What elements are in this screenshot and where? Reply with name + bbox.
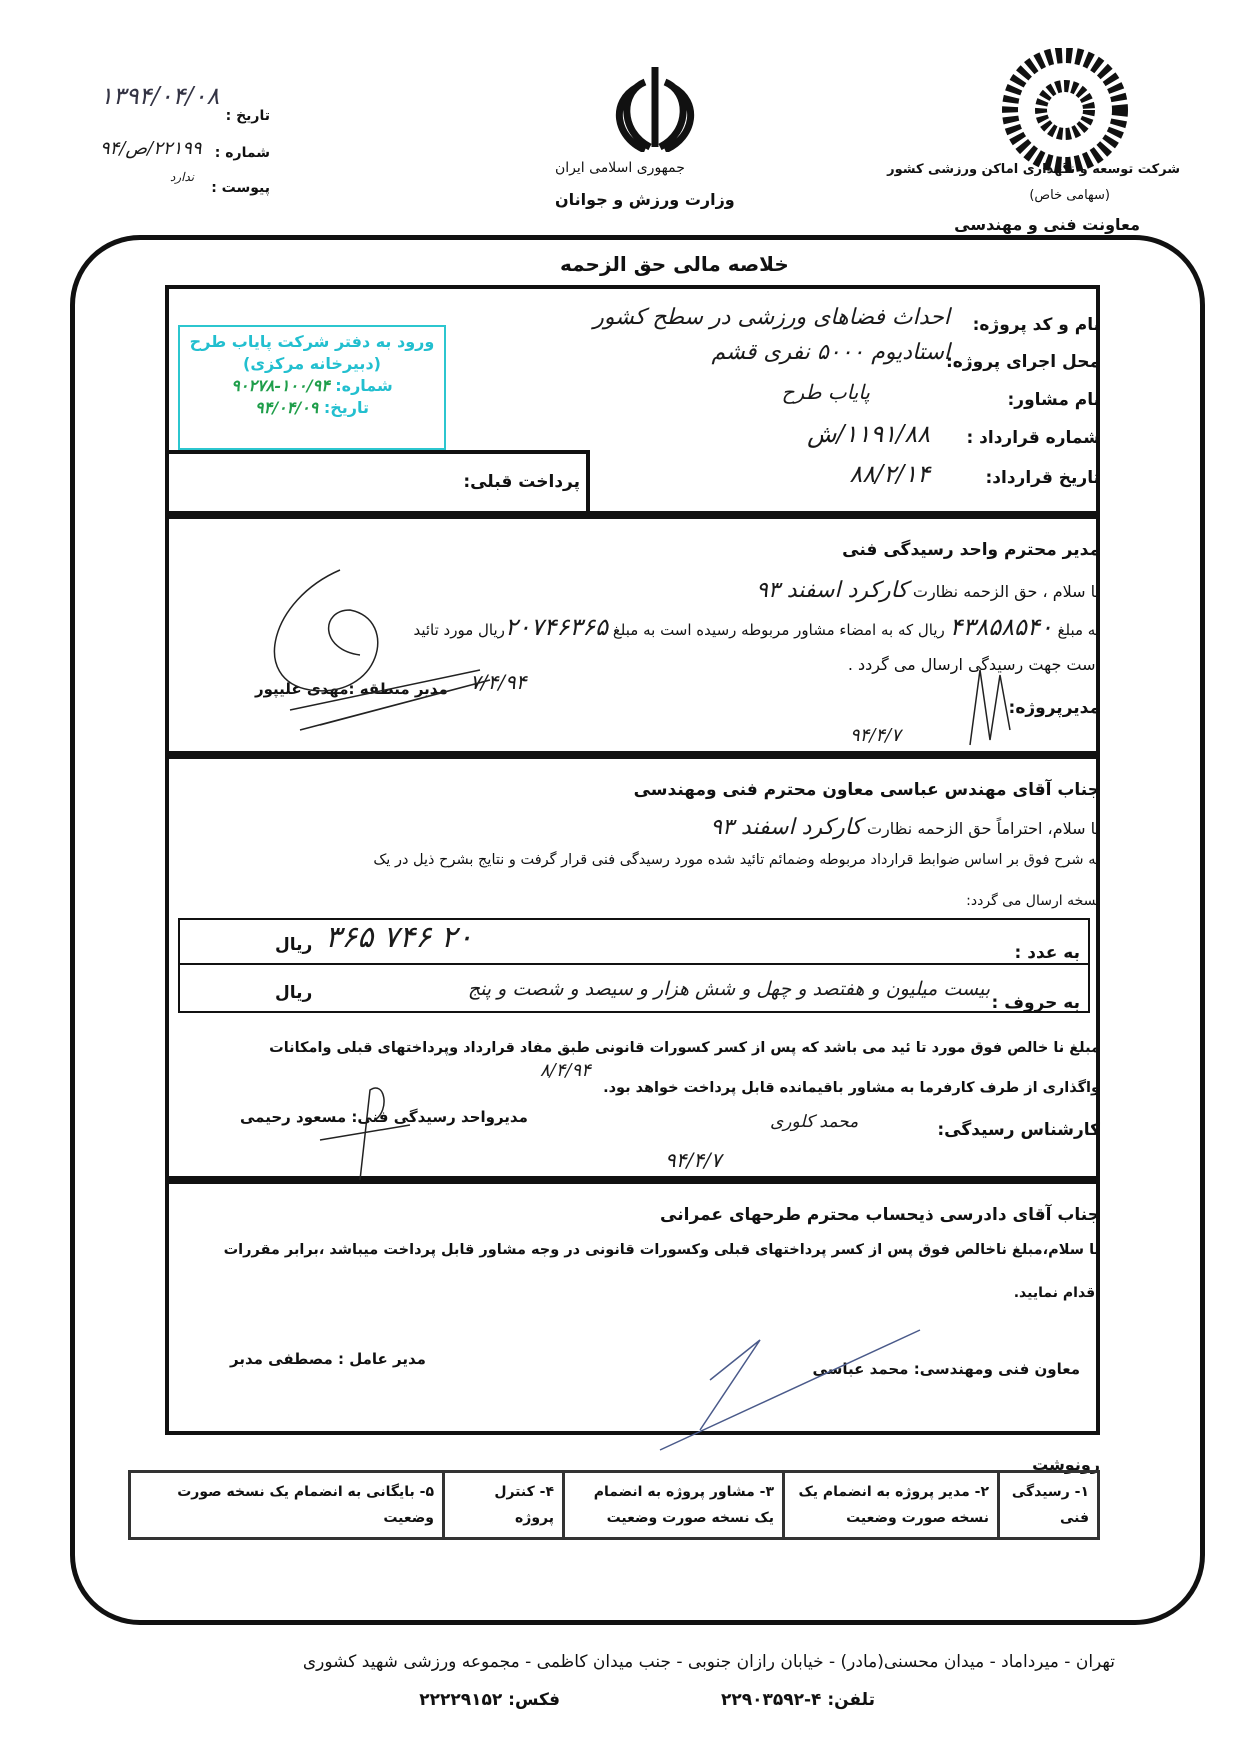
stamp-line1: ورود به دفتر شرکت پایاب طرح [189, 332, 435, 351]
company-logo [1000, 48, 1130, 173]
section3-line1: با سلام،مبلغ ناخالص فوق پس از کسر پرداختهای قبلی وکسورات قانونی در وجه مشاور قابل پرداخت میباشد ،برابر مقررات [223, 1242, 1100, 1258]
section1-line2c: ریال مورد تائید [413, 621, 505, 639]
number-value: ۲۲۱۹۹/ص/۹۴ [100, 138, 202, 159]
stamp-number-label: شماره: [335, 376, 393, 395]
attachment-label: پیوست : [211, 180, 270, 196]
project-manager-signature [950, 660, 1020, 750]
section2-line3: نسخه ارسال می گردد: [966, 893, 1100, 909]
stamp-date-label: تاریخ: [323, 398, 369, 417]
words-currency: ریال [275, 983, 313, 1003]
date-label: تاریخ : [225, 108, 270, 124]
review-manager-signature [300, 1080, 420, 1190]
iran-emblem-icon [605, 62, 705, 152]
section2-heading: جناب آقای مهندس عباسی معاون محترم فنی ومهندسی [633, 780, 1100, 800]
section1-heading: مدیر محترم واحد رسیدگی فنی [842, 540, 1100, 560]
contract-number-value: ۱۱۹۱/۸۸/ش [807, 420, 930, 448]
amount-claimed: ۴۳۸۵۸۵۴۰ [949, 613, 1053, 641]
number-label: شماره : [214, 145, 270, 161]
regional-manager-signature [230, 560, 550, 750]
digits-label: به عدد : [1014, 943, 1080, 963]
cc-item: ۴- کنترل پروژه [444, 1472, 564, 1539]
cc-item: ۲- مدیر پروژه به انضمام یک نسخه صورت وضعیت [784, 1472, 999, 1539]
cc-item: ۵- بایگانی به انضمام یک نسخه صورت وضعیت [130, 1472, 444, 1539]
words-label: به حروف : [991, 993, 1080, 1013]
footer-fax: فکس: ۲۲۲۲۹۱۵۲ [419, 1690, 560, 1710]
amount-digits: ۲۰ ۷۴۶ ۳۶۵ [325, 920, 474, 955]
regional-manager-label: مدیر منطقه :مهدی علیپور [255, 680, 448, 698]
stamp-number: ۱۰۰/۹۴-۹۰۲۷۸ [231, 376, 330, 395]
date-value: ۱۳۹۴/۰۴/۰۸ [100, 82, 220, 110]
project-name-value: احداث فضاهای ورزشی در سطح کشور [593, 305, 950, 330]
cc-table [128, 1470, 1100, 1540]
project-name-label: نام و کد پروژه: [972, 315, 1100, 335]
cc-row [130, 1472, 1099, 1539]
cc-label: رونوشت [1032, 1455, 1100, 1474]
contract-number-label: شماره قرارداد : [966, 428, 1100, 448]
section1-line2b: ریال که به امضاء مشاور مربوطه رسیده است به مبلغ [612, 621, 945, 639]
project-location-label: محل اجرای پروژه: [946, 352, 1100, 372]
regional-manager-date: ۷/۴/۹۴ [470, 670, 527, 694]
deputy-signature [640, 1320, 940, 1460]
ministry-name: وزارت ورزش و جوانان [555, 190, 735, 209]
section1-line2a: به مبلغ [1057, 621, 1100, 639]
note-date: ۸/۴/۹۴ [540, 1060, 591, 1081]
previous-payment-label: پرداخت قبلی: [463, 472, 580, 492]
receipt-stamp [178, 325, 446, 450]
deputy-label: معاون فنی ومهندسی: محمد عباسی [812, 1360, 1080, 1378]
contract-date-value: ۸۸/۲/۱۴ [849, 460, 930, 488]
amount-digits-row [178, 918, 1090, 965]
ceo-label: مدیر عامل : مصطفی مدبر [230, 1350, 426, 1368]
section2-line2: به شرح فوق بر اساس ضوابط قرارداد مربوطه وضمائم تائید شده مورد رسیدگی فنی قرار گرفت و نتایج بشرح ذیل در یک [373, 852, 1100, 868]
expert-signature: محمد کلوری [770, 1112, 859, 1132]
section1-period: کارکرد اسفند ۹۳ [756, 578, 908, 603]
department: معاونت فنی و مهندسی [954, 215, 1140, 234]
section2-note2: واگذاری از طرف کارفرما به مشاور باقیمانده قابل پرداخت خواهد بود. [603, 1080, 1100, 1096]
cc-item: ۳- مشاور پروژه به انضمام یک نسخه صورت وضعیت [564, 1472, 784, 1539]
company-type: (سهامی خاص) [1029, 188, 1110, 203]
cc-item: ۱- رسیدگی فنی [999, 1472, 1099, 1539]
attachment-value: ندارد [170, 170, 195, 184]
stamp-date: ۹۴/۰۴/۰۹ [255, 398, 319, 417]
consultant-value: پایاب طرح [781, 380, 870, 404]
digits-currency: ریال [275, 935, 313, 955]
expert-label: کارشناس رسیدگی: [937, 1120, 1100, 1140]
amount-words: بیست میلیون و هفتصد و چهل و شش هزار و سیصد و شصت و پنج [467, 978, 990, 1000]
country-name: جمهوری اسلامی ایران [555, 160, 685, 176]
section1-line3: است جهت رسیدگی ارسال می گردد . [847, 655, 1100, 674]
stamp-line2: (دبیرخانه مرکزی) [243, 354, 381, 373]
section1-line1: با سلام ، حق الزحمه نظارت [912, 582, 1100, 601]
consultant-label: نام مشاور: [1007, 390, 1100, 410]
document-title: خلاصه مالی حق الزحمه [560, 252, 789, 276]
expert-date: ۹۴/۴/۷ [665, 1148, 722, 1172]
section2-line1: با سلام، احتراماً حق الزحمه نظارت [866, 819, 1100, 838]
project-location-value: استادیوم ۵۰۰۰ نفری قشم [711, 340, 950, 365]
project-manager-label: مدیرپروژه: [1008, 698, 1100, 718]
contract-date-label: تاریخ قرارداد: [985, 468, 1100, 488]
company-name: شرکت توسعه و نگهداری اماکن ورزشی کشور [887, 162, 1180, 177]
section3-line2: اقدام نمایید. [1013, 1285, 1100, 1301]
section2-period: کارکرد اسفند ۹۳ [710, 815, 862, 840]
footer-phone: تلفن: ۴-۲۲۹۰۳۵۹۲ [720, 1690, 875, 1710]
review-manager-label: مدیرواحد رسیدگی فنی: مسعود رحیمی [240, 1108, 528, 1126]
section3-heading: جناب آقای دادرسی ذیحساب محترم طرحهای عمرانی [660, 1205, 1100, 1225]
amount-approved: ۲۰۷۴۶۳۶۵ [504, 613, 609, 641]
section2-note1: مبلغ نا خالص فوق مورد تا ئید می باشد که پس از کسر کسورات قانونی طبق مفاد قرارداد وپرداختهای قبلی وامکانات [269, 1040, 1100, 1056]
footer-address: تهران - میرداماد - میدان محسنی(مادر) - خیابان رازان جنوبی - جنب میدان کاظمی - مجموعه ورزشی شهید کشوری [302, 1652, 1115, 1672]
project-manager-date: ۹۴/۴/۷ [850, 725, 901, 746]
